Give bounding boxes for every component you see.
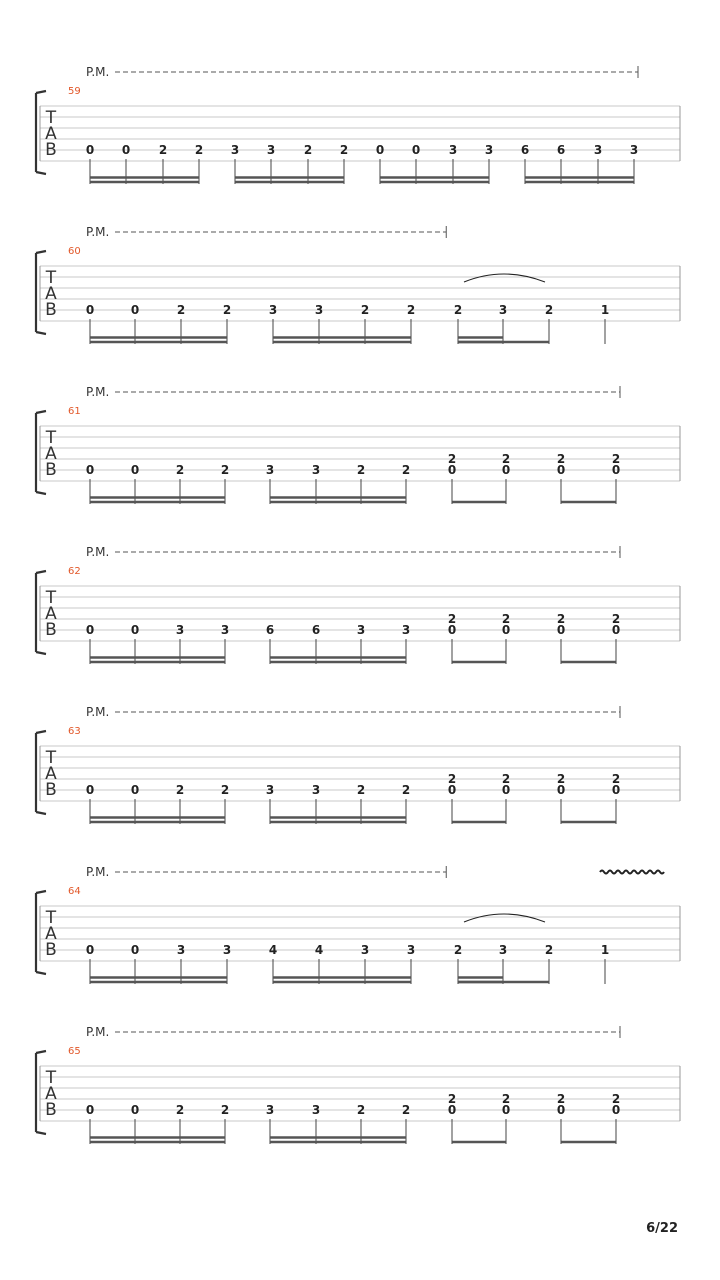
tab-clef-letter: B [45, 140, 57, 160]
fret-number: 3 [175, 623, 185, 637]
vibrato-mark [600, 871, 664, 874]
fret-number: 3 [498, 303, 508, 317]
tab-system [36, 65, 680, 184]
fret-number: 0 [501, 1103, 511, 1117]
fret-number: 3 [356, 623, 366, 637]
fret-number: 3 [311, 783, 321, 797]
tab-clef-letter: B [45, 460, 57, 480]
fret-number: 4 [314, 943, 324, 957]
fret-number: 0 [501, 783, 511, 797]
fret-number: 4 [268, 943, 278, 957]
fret-number: 2 [501, 612, 511, 626]
fret-number: 1 [600, 303, 610, 317]
fret-number: 0 [447, 463, 457, 477]
fret-number: 2 [401, 463, 411, 477]
fret-number: 3 [314, 303, 324, 317]
fret-number: 2 [501, 452, 511, 466]
fret-number: 3 [230, 143, 240, 157]
fret-number: 3 [498, 943, 508, 957]
fret-number: 2 [356, 1103, 366, 1117]
fret-number: 2 [453, 943, 463, 957]
fret-number: 2 [501, 1092, 511, 1106]
fret-number: 0 [556, 1103, 566, 1117]
fret-number: 1 [600, 943, 610, 957]
fret-number: 3 [268, 303, 278, 317]
fret-number: 3 [176, 943, 186, 957]
fret-number: 2 [401, 1103, 411, 1117]
fret-number: 2 [556, 1092, 566, 1106]
fret-number: 0 [501, 623, 511, 637]
fret-number: 2 [611, 1092, 621, 1106]
tab-clef-letter: A [45, 444, 57, 464]
fret-number: 3 [484, 143, 494, 157]
tab-clef-letter: T [45, 588, 57, 608]
fret-number: 0 [130, 303, 140, 317]
fret-number: 0 [85, 623, 95, 637]
fret-number: 0 [447, 1103, 457, 1117]
fret-number: 2 [158, 143, 168, 157]
fret-number: 0 [85, 143, 95, 157]
measure-number: 64 [68, 886, 81, 897]
fret-number: 0 [447, 783, 457, 797]
fret-number: 2 [447, 1092, 457, 1106]
fret-number: 0 [611, 1103, 621, 1117]
fret-number: 2 [406, 303, 416, 317]
fret-number: 6 [311, 623, 321, 637]
fret-number: 6 [556, 143, 566, 157]
fret-number: 0 [501, 463, 511, 477]
fret-number: 2 [175, 463, 185, 477]
tab-clef-letter: B [45, 620, 57, 640]
fret-number: 3 [311, 1103, 321, 1117]
fret-number: 0 [130, 623, 140, 637]
tab-clef-letter: A [45, 124, 57, 144]
fret-number: 2 [356, 463, 366, 477]
fret-number: 3 [265, 783, 275, 797]
fret-number: 2 [556, 452, 566, 466]
fret-number: 0 [447, 623, 457, 637]
fret-number: 3 [222, 943, 232, 957]
tab-clef-letter: B [45, 940, 57, 960]
tab-system [36, 865, 680, 984]
fret-number: 0 [130, 783, 140, 797]
fret-number: 2 [501, 772, 511, 786]
fret-number: 2 [556, 612, 566, 626]
tab-system [36, 1025, 680, 1144]
fret-number: 3 [448, 143, 458, 157]
fret-number: 0 [611, 783, 621, 797]
measure-number: 62 [68, 566, 81, 577]
fret-number: 2 [611, 452, 621, 466]
fret-number: 2 [175, 1103, 185, 1117]
fret-number: 2 [303, 143, 313, 157]
palm-mute-label: P.M. [86, 65, 110, 79]
fret-number: 0 [85, 1103, 95, 1117]
fret-number: 2 [453, 303, 463, 317]
fret-number: 0 [85, 303, 95, 317]
palm-mute-label: P.M. [86, 545, 110, 559]
measure-number: 59 [68, 86, 81, 97]
tab-clef-letter: T [45, 908, 57, 928]
fret-number: 2 [447, 772, 457, 786]
fret-number: 2 [220, 1103, 230, 1117]
fret-number: 0 [85, 463, 95, 477]
fret-number: 3 [360, 943, 370, 957]
fret-number: 2 [556, 772, 566, 786]
fret-number: 2 [360, 303, 370, 317]
tab-clef-letter: B [45, 1100, 57, 1120]
tab-system [36, 545, 680, 664]
tab-clef-letter: B [45, 780, 57, 800]
tab-clef-letter: T [45, 1068, 57, 1088]
palm-mute-label: P.M. [86, 1025, 110, 1039]
tab-clef-letter: A [45, 764, 57, 784]
fret-number: 6 [265, 623, 275, 637]
measure-number: 61 [68, 406, 81, 417]
tie-arc [464, 914, 545, 922]
fret-number: 0 [130, 1103, 140, 1117]
fret-number: 2 [175, 783, 185, 797]
tie-arc [464, 274, 545, 282]
fret-number: 2 [611, 612, 621, 626]
fret-number: 3 [629, 143, 639, 157]
fret-number: 2 [447, 452, 457, 466]
fret-number: 2 [220, 463, 230, 477]
fret-number: 3 [311, 463, 321, 477]
fret-number: 2 [356, 783, 366, 797]
measure-number: 63 [68, 726, 81, 737]
page-number: 6/22 [646, 1221, 678, 1236]
fret-number: 0 [130, 463, 140, 477]
fret-number: 2 [339, 143, 349, 157]
fret-number: 0 [556, 463, 566, 477]
fret-number: 3 [593, 143, 603, 157]
fret-number: 6 [520, 143, 530, 157]
palm-mute-label: P.M. [86, 705, 110, 719]
tab-system [36, 705, 680, 824]
fret-number: 2 [447, 612, 457, 626]
tab-system [36, 225, 680, 344]
tab-clef-letter: A [45, 604, 57, 624]
fret-number: 3 [266, 143, 276, 157]
fret-number: 0 [611, 623, 621, 637]
fret-number: 3 [265, 463, 275, 477]
tab-clef-letter: B [45, 300, 57, 320]
fret-number: 2 [194, 143, 204, 157]
measure-number: 60 [68, 246, 81, 257]
fret-number: 0 [611, 463, 621, 477]
fret-number: 0 [85, 943, 95, 957]
tab-clef-letter: T [45, 268, 57, 288]
fret-number: 0 [411, 143, 421, 157]
tab-clef-letter: T [45, 748, 57, 768]
tab-clef-letter: T [45, 428, 57, 448]
tab-clef-letter: A [45, 1084, 57, 1104]
tab-clef-letter: A [45, 284, 57, 304]
fret-number: 2 [544, 303, 554, 317]
fret-number: 2 [544, 943, 554, 957]
fret-number: 2 [220, 783, 230, 797]
measure-number: 65 [68, 1046, 81, 1057]
fret-number: 3 [265, 1103, 275, 1117]
fret-number: 2 [222, 303, 232, 317]
tab-clef-letter: T [45, 108, 57, 128]
fret-number: 3 [406, 943, 416, 957]
palm-mute-label: P.M. [86, 225, 110, 239]
fret-number: 0 [556, 783, 566, 797]
palm-mute-label: P.M. [86, 865, 110, 879]
fret-number: 0 [121, 143, 131, 157]
fret-number: 2 [611, 772, 621, 786]
fret-number: 0 [85, 783, 95, 797]
fret-number: 2 [401, 783, 411, 797]
fret-number: 0 [375, 143, 385, 157]
fret-number: 3 [401, 623, 411, 637]
fret-number: 0 [556, 623, 566, 637]
fret-number: 3 [220, 623, 230, 637]
fret-number: 0 [130, 943, 140, 957]
palm-mute-label: P.M. [86, 385, 110, 399]
tab-system [36, 385, 680, 504]
tab-clef-letter: A [45, 924, 57, 944]
fret-number: 2 [176, 303, 186, 317]
